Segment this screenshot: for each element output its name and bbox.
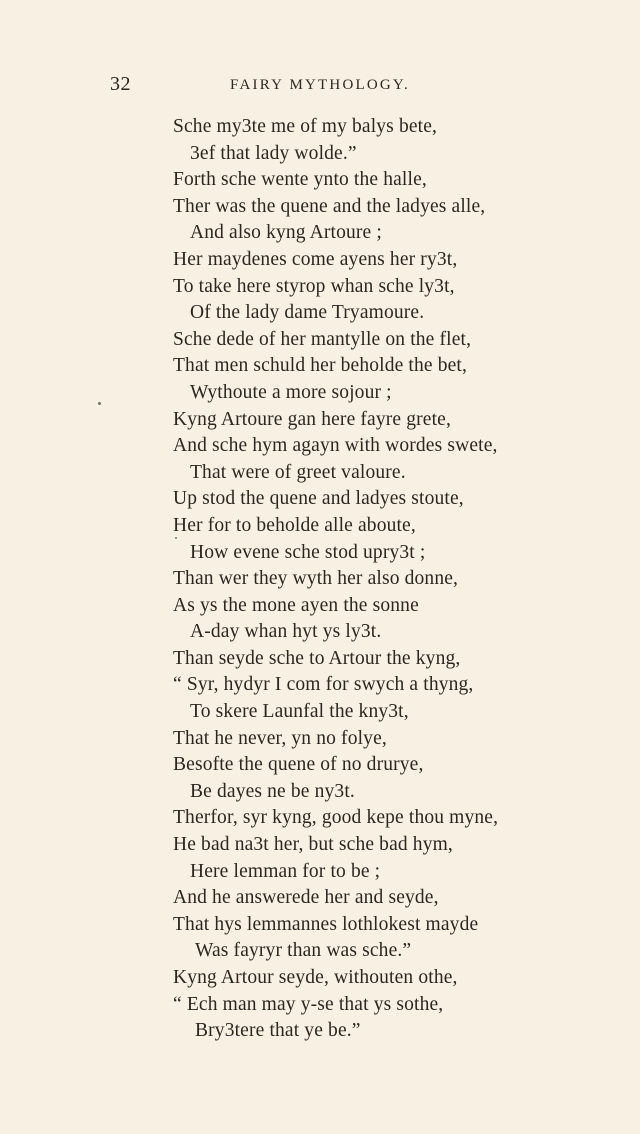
poem-line: Was fayryr than was sche.” [195,940,412,962]
poem-line: Sche dede of her mantylle on the flet, [173,328,472,350]
poem-line: Of the lady dame Tryamoure. [190,302,425,324]
poem-line: Kyng Artoure gan here fayre grete, [173,408,451,430]
poem-line: He bad na3t her, but sche bad hym, [173,834,453,856]
page-number: 32 [110,73,131,95]
paper-speck [98,402,101,405]
poem-line: To take here styrop whan sche ly3t, [173,275,455,297]
poem-line: That he never, yn no folye, [173,727,387,749]
poem-line: Be dayes ne be ny3t. [190,780,355,802]
poem-line: Than wer they wyth her also donne, [173,568,459,590]
poem-line: Than seyde sche to Artour the kyng, [173,647,461,669]
poem-line: And he answerede her and seyde, [173,887,439,909]
poem-line: A-day whan hyt ys ly3t. [190,621,382,643]
poem-line: Ther was the quene and the ladyes alle, [173,195,486,217]
poem-line: Forth sche wente ynto the halle, [173,169,427,191]
poem-line: “ Ech man may y-se that ys sothe, [173,993,444,1015]
poem-line: Besofte the quene of no drurye, [173,754,424,776]
poem-line: Wythoute a more sojour ; [190,381,392,403]
poem-line: Bry3tere that ye be.” [195,1020,361,1042]
poem-line: Kyng Artour seyde, withouten othe, [173,967,458,988]
poem-line: “ Syr, hydyr I com for swych a thyng, [173,674,474,696]
poem-line: Therfor, syr kyng, good kepe thou myne, [173,807,499,829]
running-head: FAIRY MYTHOLOGY. [230,77,410,93]
poem-line: Up stod the quene and ladyes stoute, [173,488,464,510]
poem-line: As ys the mone ayen the sonne [173,594,419,616]
poem-line: Her maydenes come ayens her ry3t, [173,248,458,270]
poem-line: That hys lemmannes lothlokest mayde [173,913,479,935]
poem-text [173,114,613,1045]
poem-line: Here lemman for to be ; [190,860,381,882]
poem-line: How evene sche stod upry3t ; [190,541,426,563]
poem-line: To skere Launfal the kny3t, [190,701,409,723]
poem-line: 3ef that lady wolde.” [190,142,357,164]
poem-line: Sche my3te me of my balys bete, [173,116,438,137]
poem-line: And sche hym agayn with wordes swete, [173,435,498,457]
poem-line: That men schuld her beholde the bet, [173,355,468,377]
paper-speck [175,537,177,539]
poem-line: That were of greet valoure. [190,461,406,483]
poem-line: And also kyng Artoure ; [190,222,382,244]
poem-line: Her for to beholde alle aboute, [173,514,416,536]
